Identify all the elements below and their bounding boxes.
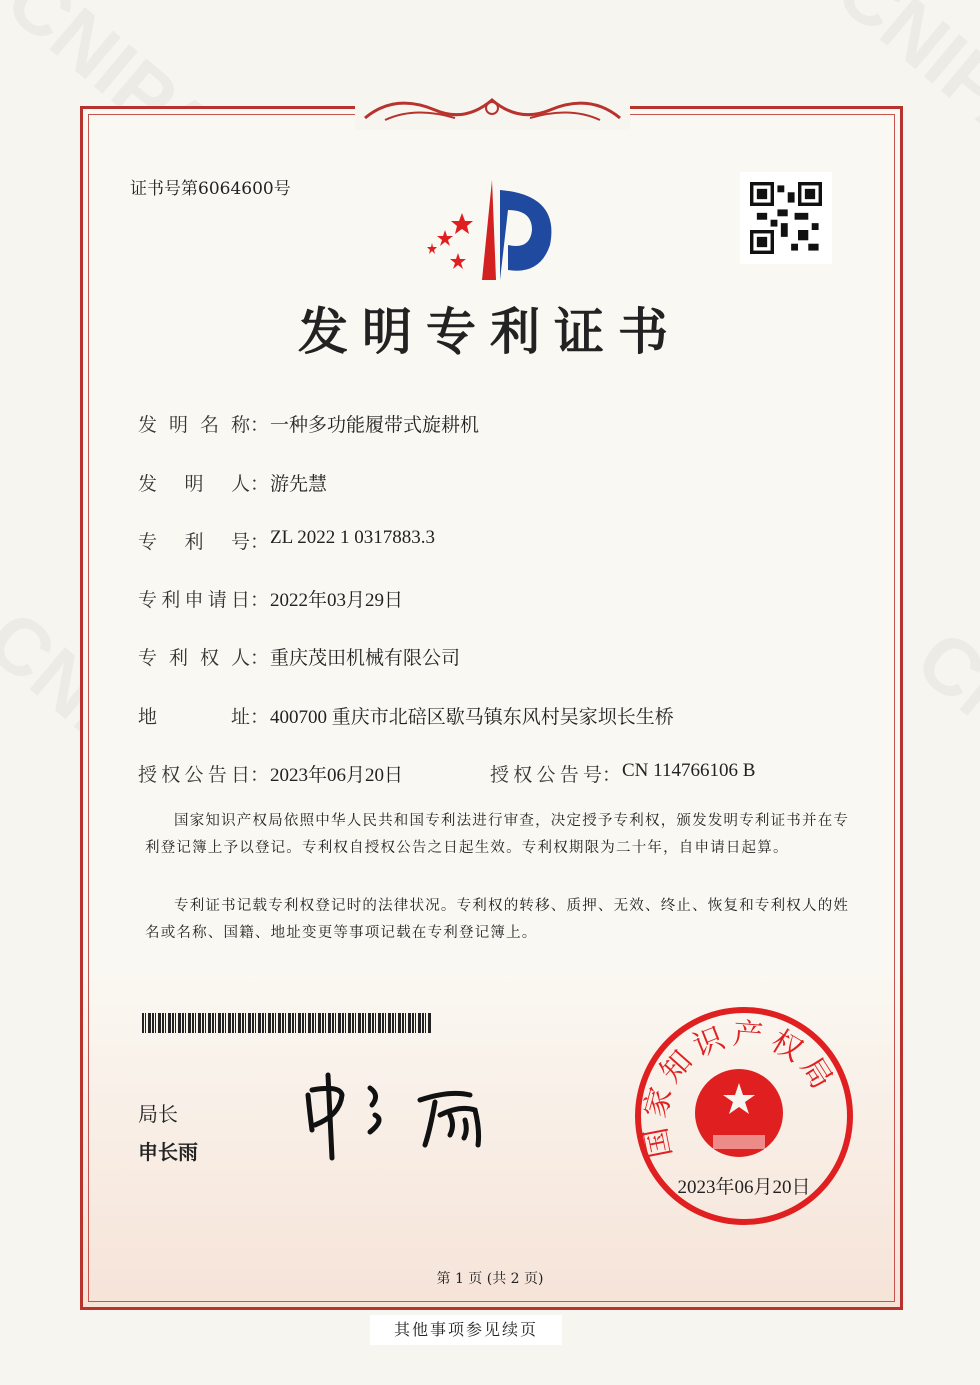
field-colon: ： [250,764,270,786]
field-patent-number [138,527,435,554]
paragraph-grant: 国家知识产权局依照中华人民共和国专利法进行审查，决定授予专利权，颁发发明专利证书并在专利登记簿上予以登记。专利权自授权公告之日起生效。专利权期限为二十年，自申请日起算。 [145,813,850,856]
field-inventor [138,469,327,496]
field-value: 游先慧 [270,474,328,495]
field-label: 地址 [138,706,250,726]
seal-date: 2023年06月20日 [677,1177,811,1198]
field-colon: ： [250,589,270,611]
field-value: 2023年06月20日 [270,765,404,786]
director-name: 申长雨 [138,1140,198,1164]
barcode [142,1013,432,1033]
field-patentee [138,643,460,670]
field-application-date [138,585,403,612]
continued-note: 其他事项参见续页 [370,1315,562,1345]
director-title: 局长 [138,1102,178,1126]
field-value: 一种多功能履带式旋耕机 [270,415,480,436]
field-colon: ： [250,647,270,669]
field-value: 2022年03月29日 [270,590,404,611]
paragraph-legal-status: 专利证书记载专利权登记时的法律状况。专利权的转移、质押、无效、终止、恢复和专利权人的姓名或名称、国籍、地址变更等事项记载在专利登记簿上。 [145,898,850,941]
official-seal [633,1005,855,1227]
cnipa-logo-icon [420,175,570,285]
field-grant-number [490,760,755,787]
ornament-icon [355,88,630,130]
field-colon: ： [250,706,270,728]
field-colon: ： [250,473,270,495]
field-value: 400700 重庆市北碚区歇马镇东风村吴家坝长生桥 [270,707,674,728]
signature [300,1070,510,1165]
field-value: CN 114766106 B [622,760,756,781]
qr-code[interactable] [740,172,832,264]
field-label: 专利权人 [138,647,250,667]
field-address [138,702,674,729]
certificate-number: 证书号第6064600号 [130,179,291,199]
field-invention-name [138,410,479,437]
field-label: 专利申请日 [138,589,250,609]
field-label: 授权公告日 [138,764,250,784]
seal-text: 国家知识产权局 [637,1016,843,1161]
field-label: 发明人 [138,473,250,493]
field-label: 专利号 [138,531,250,551]
field-value: ZL 2022 1 0317883.3 [270,527,436,548]
field-colon: ： [602,764,622,786]
page-indicator: 第 1 页 (共 2 页) [436,1271,544,1287]
field-label: 授权公告号 [490,764,602,784]
field-colon: ： [250,414,270,436]
field-grant-date [138,760,403,787]
watermark [899,613,980,840]
field-label: 发明名称 [138,414,250,434]
field-value: 重庆茂田机械有限公司 [270,648,461,669]
page-title: 发明专利证书 [298,303,682,361]
field-colon: ： [250,531,270,553]
